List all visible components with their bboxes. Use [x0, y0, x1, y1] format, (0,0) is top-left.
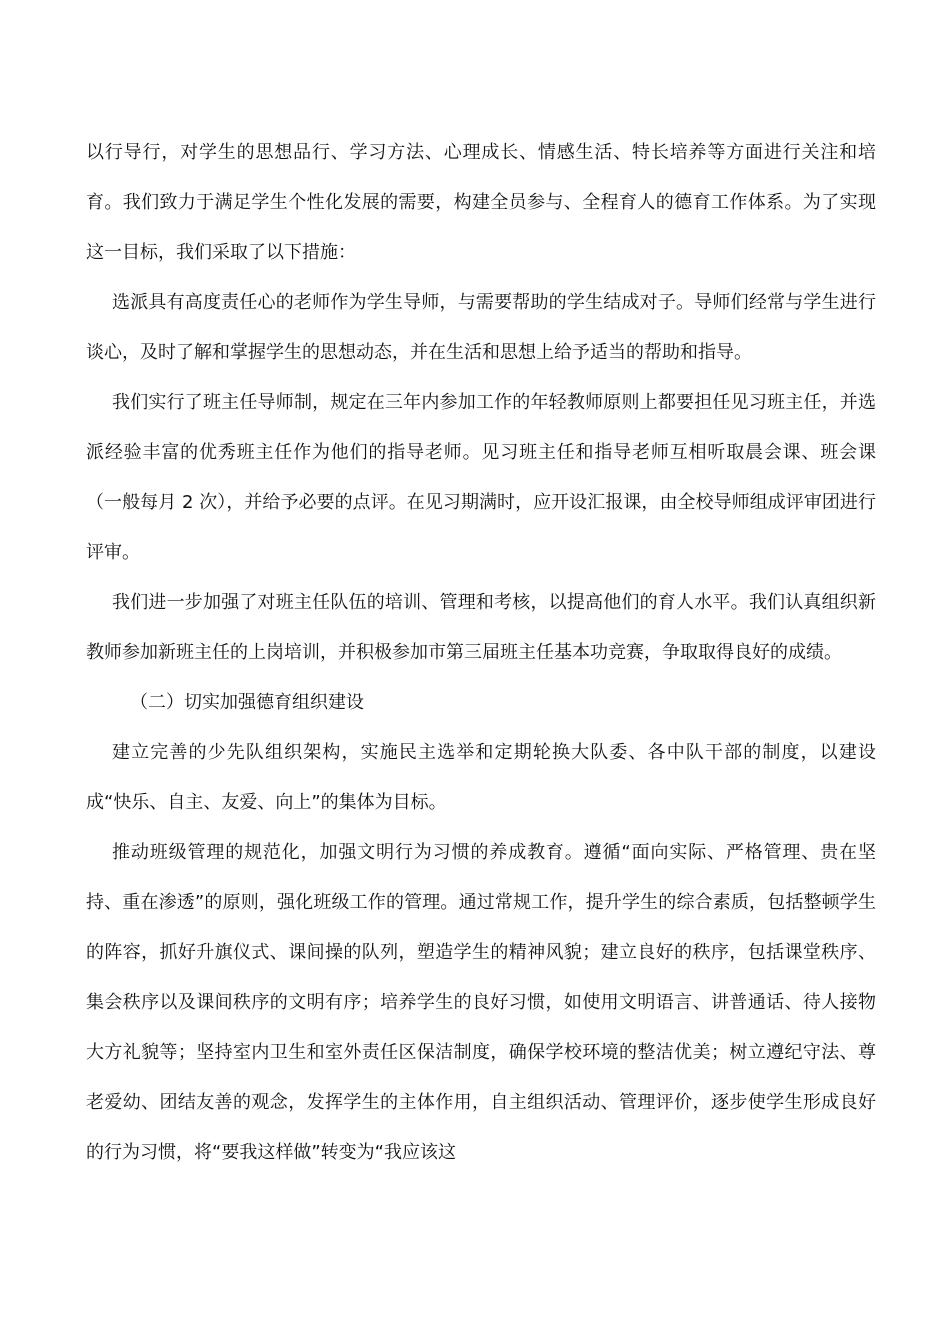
paragraph-intro: 以行导行，对学生的思想品行、学习方法、心理成长、情感生活、特长培养等方面进行关注和培育。我们致力于满足学生个性化发展的需要，构建全员参与、全程育人的德育工作体系。为了实现这一目标，我们采取了以下措施：: [86, 142, 876, 263]
section-heading: （二）切实加强德育组织建设: [130, 692, 364, 713]
paragraph-head-teacher-mentorship: 我们实行了班主任导师制，规定在三年内参加工作的年轻教师原则上都要担任见习班主任，并选派经验丰富的优秀班主任作为他们的指导老师。见习班主任和指导老师互相听取晨会课、班会课（一般每月 2 次），并给予必要的点评。在见习期满时，应开设汇报课，由全校导师组成评审团进行评审。: [86, 392, 876, 563]
paragraph-young-pioneers: 建立完善的少先队组织架构，实施民主选举和定期轮换大队委、各中队干部的制度，以建设成“快乐、自主、友爱、向上”的集体为目标。: [86, 742, 876, 813]
paragraph-mentor: 选派具有高度责任心的老师作为学生导师，与需要帮助的学生结成对子。导师们经常与学生进行谈心，及时了解和掌握学生的思想动态，并在生活和思想上给予适当的帮助和指导。: [86, 292, 876, 363]
paragraph-class-management: 推动班级管理的规范化，加强文明行为习惯的养成教育。遵循“面向实际、严格管理、贵在坚持、重在渗透”的原则，强化班级工作的管理。通过常规工作，提升学生的综合素质，包括整顿学生的阵容，抓好升旗仪式、课间操的队列，塑造学生的精神风貌；建立良好的秩序，包括课堂秩序、集会秩序以及课间秩序的文明有序；培养学生的良好习惯，如使用文明语言、讲普通话、待人接物大方礼貌等；坚持室内卫生和室外责任区保洁制度，确保学校环境的整洁优美；树立遵纪守法、尊老爱幼、团结友善的观念，发挥学生的主体作用，自主组织活动、管理评价，逐步使学生形成良好的行为习惯，将“要我这样做”转变为“我应该这: [86, 842, 876, 1163]
paragraph-training: 我们进一步加强了对班主任队伍的培训、管理和考核，以提高他们的育人水平。我们认真组织新教师参加新班主任的上岗培训，并积极参加市第三届班主任基本功竞赛，争取取得良好的成绩。: [86, 592, 876, 663]
document-body: [86, 128, 876, 1178]
